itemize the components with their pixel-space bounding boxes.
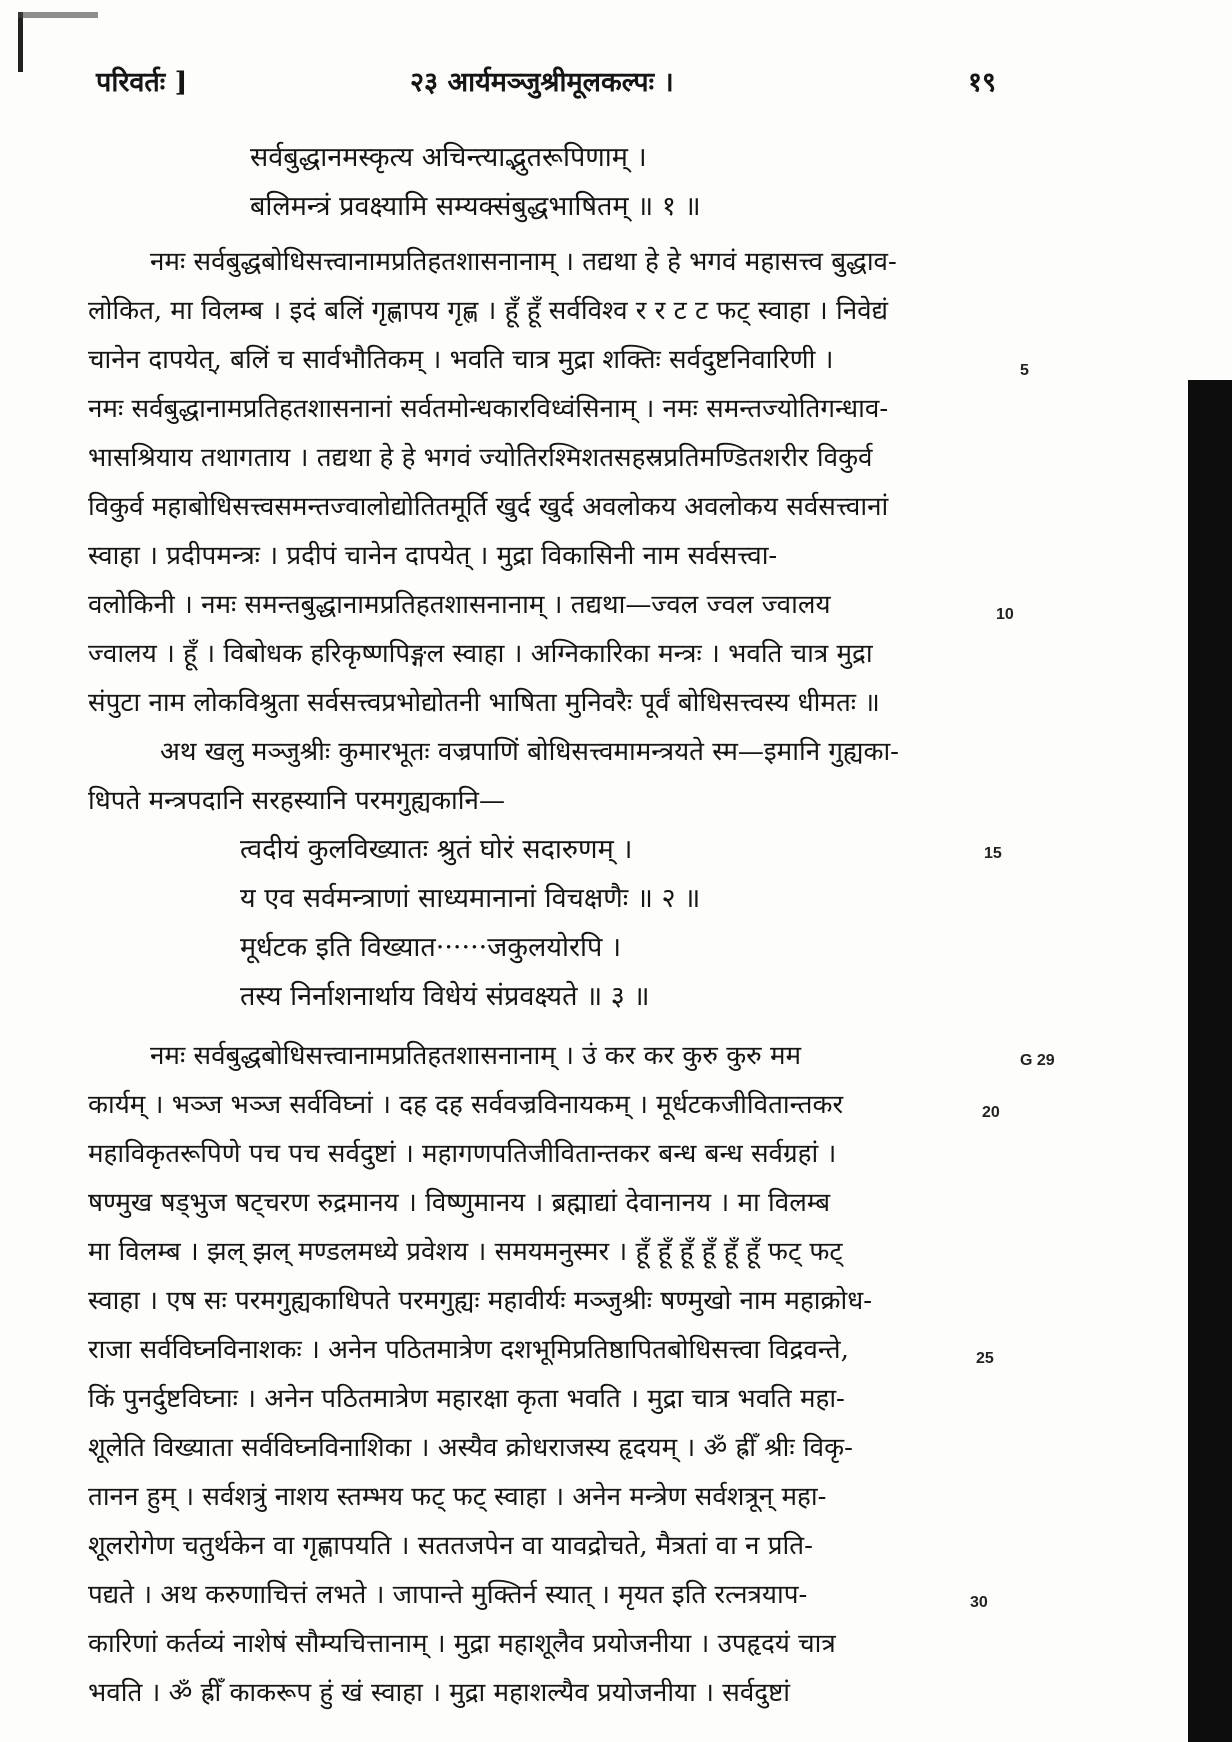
text-line: नमः सर्वबुद्धबोधिसत्त्वानामप्रतिहतशासनानाम् । तद्यथा हे हे भगवं महासत्त्व बुद्धाव- (150, 247, 897, 277)
text-line: किं पुनर्दुष्टविघ्नाः । अनेन पठितमात्रेण महारक्षा कृता भवति । मुद्रा चात्र भवति महा- (88, 1384, 845, 1414)
text-line: महाविकृतरूपिणे पच पच सर्वदुष्टां । महागणपतिजीवितान्तकर बन्ध बन्ध सर्वग्रहां । (88, 1139, 837, 1169)
text-line: ज्वालय । हूँ । विबोधक हरिकृष्णपिङ्गल स्वाहा । अग्निकारिका मन्त्रः । भवति चात्र मुद्रा (88, 639, 873, 669)
verse-line: तस्य निर्नाशनार्थाय विधेयं संप्रवक्ष्यते ॥ ३ ॥ (240, 981, 650, 1012)
verse-line: त्वदीयं कुलविख्यातः श्रुतं घोरं सदारुणम् । (240, 834, 633, 865)
text-line: शूलरोगेण चतुर्थकेन वा गृह्णापयति । सततजपेन वा यावद्रोचते, मैत्रतां वा न प्रति- (88, 1531, 813, 1561)
text-line: कारिणां कर्तव्यं नाशेषं सौम्यचित्तानाम् । मुद्रा महाशूलैव प्रयोजनीया । उपहृदयं चात्र (88, 1629, 836, 1659)
verse-line: मूर्धटक इति विख्यात······जकुलयोरपि । (240, 932, 622, 963)
text-line: धिपते मन्त्रपदानि सरहस्यानि परमगुह्यकानि— (88, 786, 505, 816)
text-line: चानेन दापयेत्, बलिं च सार्वभौतिकम् । भवति चात्र मुद्रा शक्तिः सर्वदुष्टनिवारिणी । (88, 345, 834, 375)
running-title: २३ आर्यमञ्जुश्रीमूलकल्पः । (410, 67, 674, 98)
text-line: तानन हुम् । सर्वशत्रुं नाशय स्तम्भय फट् फट् स्वाहा । अनेन मन्त्रेण सर्वशत्रून् महा- (88, 1482, 827, 1512)
chapter-label: परिवर्तः ] (96, 67, 188, 98)
text-line: स्वाहा । एष सः परमगुह्यकाधिपते परमगुह्यः महावीर्यः मञ्जुश्रीः षण्मुखो नाम महाक्रोध- (88, 1286, 872, 1316)
text-line: शूलेति विख्याता सर्वविघ्नविनाशिका । अस्यैव क्रोधराजस्य हृदयम् । ॐ ह्रीँ श्रीः विकृ- (88, 1433, 853, 1463)
scan-edge-top (18, 12, 98, 18)
text-line: लोकित, मा विलम्ब । इदं बलिं गृह्णापय गृह्ण । हूँ हूँ सर्वविश्व र र ट ट फट् स्वाहा । निवेद्यं (88, 296, 888, 326)
verse-line: सर्वबुद्धानमस्कृत्य अचिन्त्याद्भुतरूपिणाम् । (250, 142, 647, 173)
text-line: पद्यते । अथ करुणाचित्तं लभते । जापान्ते मुक्तिर्न स्यात् । मृयत इति रत्नत्रयाप- (88, 1580, 808, 1610)
line-number: 20 (982, 1104, 1000, 1121)
line-number: 10 (996, 606, 1014, 623)
scan-edge-right (1188, 380, 1232, 1742)
text-line: भासश्रियाय तथागताय । तद्यथा हे हे भगवं ज्योतिरश्मिशतसहस्रप्रतिमण्डितशरीर विकुर्व (88, 443, 873, 473)
verse-line: य एव सर्वमन्त्राणां साध्यमानानां विचक्षणैः ॥ २ ॥ (240, 883, 701, 914)
text-line: भवति । ॐ ह्रीँ काकरूप हुं खं स्वाहा । मुद्रा महाशल्यैव प्रयोजनीया । सर्वदुष्टां (88, 1678, 791, 1708)
folio-reference: G 29 (1020, 1052, 1055, 1069)
text-line: राजा सर्वविघ्नविनाशकः । अनेन पठितमात्रेण दशभूमिप्रतिष्ठापितबोधिसत्त्वा विद्रवन्ते, (88, 1335, 849, 1365)
text-line: संपुटा नाम लोकविश्रुता सर्वसत्त्वप्रभोद्योतनी भाषिता मुनिवरैः पूर्वं बोधिसत्त्वस्य धीमतः ॥ (88, 688, 880, 718)
line-number: 15 (984, 845, 1002, 862)
verse-line: बलिमन्त्रं प्रवक्ष्यामि सम्यक्संबुद्धभाषितम् ॥ १ ॥ (250, 191, 701, 222)
text-line: नमः सर्वबुद्धानामप्रतिहतशासनानां सर्वतमोन्धकारविध्वंसिनाम् । नमः समन्तज्योतिगन्धाव- (88, 394, 889, 424)
text-line: मा विलम्ब । झल् झल् मण्डलमध्ये प्रवेशय । समयमनुस्मर । हूँ हूँ हूँ हूँ हूँ हूँ फट् फट् (88, 1237, 843, 1267)
page-header (0, 62, 1232, 102)
page-number: १९ (968, 67, 997, 98)
text-line: अथ खलु मञ्जुश्रीः कुमारभूतः वज्रपाणिं बोधिसत्त्वमामन्त्रयते स्म—इमानि गुह्यका- (160, 737, 899, 767)
line-number: 25 (976, 1350, 994, 1367)
line-number: 30 (970, 1594, 988, 1611)
line-number: 5 (1020, 362, 1029, 379)
text-line: कार्यम् । भञ्ज भञ्ज सर्वविघ्नां । दह दह सर्ववज्रविनायकम् । मूर्धटकजीवितान्तकर (88, 1090, 844, 1120)
text-line: वलोकिनी । नमः समन्तबुद्धानामप्रतिहतशासनानाम् । तद्यथा—ज्वल ज्वल ज्वालय (88, 590, 831, 620)
text-line: नमः सर्वबुद्धबोधिसत्त्वानामप्रतिहतशासनानाम् । उं कर कर कुरु कुरु मम (150, 1041, 802, 1071)
text-line: षण्मुख षड्भुज षट्चरण रुद्रमानय । विष्णुमानय । ब्रह्माद्यां देवानानय । मा विलम्ब (88, 1188, 831, 1218)
text-line: विकुर्व महाबोधिसत्त्वसमन्तज्वालोद्योतितमूर्ति खुर्द खुर्द अवलोकय अवलोकय सर्वसत्त्वानां (88, 492, 889, 522)
text-line: स्वाहा । प्रदीपमन्त्रः । प्रदीपं चानेन दापयेत् । मुद्रा विकासिनी नाम सर्वसत्त्वा- (88, 541, 778, 571)
